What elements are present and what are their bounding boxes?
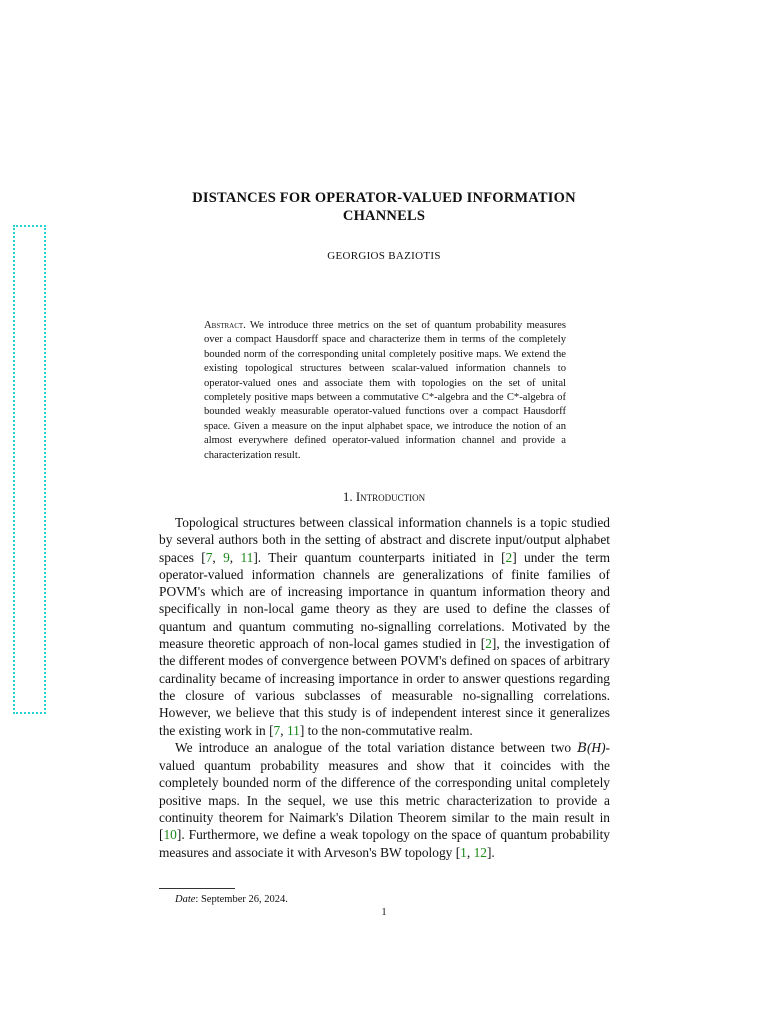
footnote-label: Date bbox=[175, 894, 196, 905]
abstract-label: Abstract. bbox=[204, 320, 246, 331]
section-number: 1. bbox=[342, 489, 353, 504]
text-run: ] under the term operator-valued information channels are generalizations of finite families of POVM's which are of increasing importance in quantum information theory and specifically in non-local game theory as they are used to define the classes of quantum and quantum commuting no-signalling correlations. Motivated by the measure theoretic approach of non-local games studied in [ bbox=[159, 549, 610, 652]
text-run: , bbox=[466, 844, 474, 860]
text-run: ]. bbox=[486, 844, 495, 860]
text-run: We introduce an analogue of the total variation distance between two bbox=[175, 739, 578, 755]
text-run: -valued quantum probability measures and show that it coincides with the completely bounded norm of the difference of the corresponding unital completely positive maps. In the sequel, we use this metric characterization to provide a continuity theorem for Naimark's Dilation Theorem similar to the main result in [ bbox=[159, 739, 610, 843]
paper-title: DISTANCES FOR OPERATOR-VALUED INFORMATION CHANNELS bbox=[192, 190, 576, 224]
footnote-rule bbox=[159, 888, 235, 889]
math-symbol: (H) bbox=[586, 739, 606, 755]
text-run: ] to the non-commutative realm. bbox=[299, 722, 473, 738]
footnote bbox=[175, 894, 288, 905]
citation-link[interactable]: 9 bbox=[223, 549, 230, 565]
paragraph-2 bbox=[159, 739, 610, 861]
citation-link[interactable]: 7 bbox=[273, 722, 281, 738]
citation-link[interactable]: 10 bbox=[163, 827, 177, 843]
body-text bbox=[159, 514, 610, 861]
text-run: Topological structures between classical information channels is a topic studied by several authors both in the setting of abstract and discrete input/output alphabet spaces [ bbox=[159, 515, 610, 565]
section-title: Introduction bbox=[355, 489, 426, 504]
math-symbol: B bbox=[577, 740, 587, 756]
text-run: , bbox=[212, 549, 224, 565]
text-run: ], the investigation of the different modes of convergence between POVM's defined on spaces of arbitrary cardinality became of increasing importance in order to answer questions regarding the closure of various subclasses of measurable no-signalling correlations. However, we believe that this study is of independent interest since it generalizes the existing work in [ bbox=[159, 636, 610, 738]
arxiv-stamp-frame bbox=[13, 225, 46, 714]
author-name: GEORGIOS BAZIOTIS bbox=[327, 250, 441, 262]
text-run: ]. Their quantum counterparts initiated in [ bbox=[253, 549, 506, 565]
citation-link[interactable]: 7 bbox=[205, 549, 213, 565]
page-number-value: 1 bbox=[381, 907, 387, 918]
abstract-text: We introduce three metrics on the set of quantum probability measures over a compact Hausdorff space and characterize them in terms of the completely bounded norm of the corresponding unital completely positive maps. We extend the existing topological structures between scalar-valued information channels to operator-valued ones and associate them with topologies on the set of unital completely positive maps between a commutative C*-algebra and the C*-algebra of bounded weakly measurable operator-valued functions over a compact Hausdorff space. Given a measure on the input alphabet space, we introduce the notion of an almost everywhere defined operator-valued information channel and provide a characterization result. bbox=[204, 320, 566, 461]
abstract bbox=[204, 319, 566, 463]
text-run: , bbox=[280, 722, 287, 738]
citation-link[interactable]: 11 bbox=[286, 722, 300, 738]
text-run: , bbox=[229, 549, 241, 565]
citation-link[interactable]: 1 bbox=[460, 844, 467, 860]
text-run: ]. Furthermore, we define a weak topology on the space of quantum probability measures and associate it with Arveson's BW topology [ bbox=[159, 827, 610, 860]
section-heading bbox=[160, 489, 608, 505]
page-number bbox=[0, 907, 768, 918]
citation-link[interactable]: 2 bbox=[485, 636, 492, 652]
footnote-text: : September 26, 2024. bbox=[195, 894, 288, 905]
paragraph-1 bbox=[159, 514, 610, 739]
citation-link[interactable]: 2 bbox=[505, 549, 513, 565]
citation-link[interactable]: 11 bbox=[240, 549, 254, 565]
citation-link[interactable]: 12 bbox=[473, 844, 487, 860]
